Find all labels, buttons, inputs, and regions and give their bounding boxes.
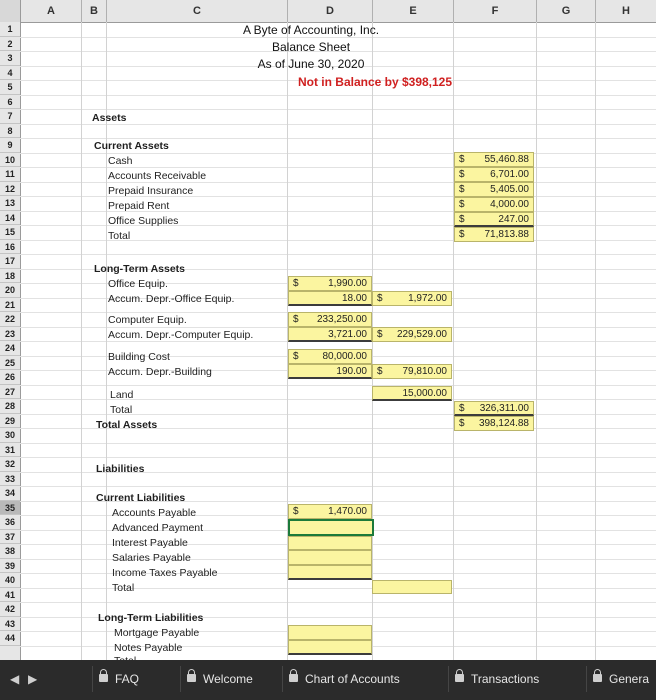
row-header-28[interactable]: 28 [0,399,20,414]
row-header-43[interactable]: 43 [0,617,20,632]
long-term-assets-heading: Long-Term Assets [94,263,186,275]
column-header-d[interactable]: D [288,0,373,22]
row-header-11[interactable]: 11 [0,167,20,182]
row-header-16[interactable]: 16 [0,240,20,255]
row-header-32[interactable]: 32 [0,457,20,472]
value-accounts-receivable: 6,701.00 [490,169,529,180]
value-accum-depr-building: 190.00 [336,366,367,377]
currency-symbol: $ [377,366,383,377]
currency-symbol: $ [293,314,299,325]
currency-symbol: $ [293,506,299,517]
currency-symbol: $ [459,403,465,414]
label-advanced-payment: Advanced Payment [112,522,204,534]
row-header-29[interactable]: 29 [0,414,20,429]
row-header-30[interactable]: 30 [0,428,20,443]
label-cash: Cash [108,155,133,167]
cell-salaries-payable-value[interactable] [288,550,372,565]
grid-line [20,254,656,255]
tab-label: Welcome [203,672,253,686]
cell-prepaid-insurance-value[interactable] [454,182,534,197]
value-accum-depr-office: 18.00 [341,293,367,304]
company-name: A Byte of Accounting, Inc. [242,23,380,37]
value-accum-depr-computer: 3,721.00 [328,329,367,340]
value-building-net: 79,810.00 [402,366,447,377]
cell-interest-payable-value[interactable] [288,536,372,550]
cell-accum-depr-office-value[interactable] [288,291,372,306]
row-header-5[interactable]: 5 [0,80,20,95]
grid-line [20,109,656,110]
currency-symbol: $ [459,229,465,240]
row-header-39[interactable]: 39 [0,559,20,574]
cell-current-assets-total[interactable] [454,227,534,242]
lock-icon [187,674,196,682]
value-office-equip: 1,990.00 [328,278,367,289]
tab-label: Genera [609,672,650,686]
value-computer-net: 229,529.00 [396,329,447,340]
column-header-f[interactable]: F [454,0,537,22]
grid-line [20,385,656,386]
tab-chart-of-accounts[interactable] [282,666,442,692]
scroll-left-icon[interactable]: ◀ [10,672,20,686]
label-notes-payable: Notes Payable [114,642,183,654]
row-header-3[interactable]: 3 [0,51,20,66]
value-office-supplies: 247.00 [498,214,529,225]
value-accounts-payable: 1,470.00 [328,506,367,517]
label-land: Land [110,389,134,401]
label-accum-depr-computer: Accum. Depr.-Computer Equip. [108,329,254,341]
cell-total-assets[interactable] [454,416,534,431]
value-long-term-total: 326,311.00 [479,403,529,414]
row-header-41[interactable]: 41 [0,588,20,603]
liabilities-heading: Liabilities [96,463,145,475]
select-all-corner[interactable] [0,0,21,22]
grid-line [20,95,656,96]
row-header-7[interactable]: 7 [0,109,20,124]
tab-label: Transactions [471,672,540,686]
cell-building-net-value[interactable] [372,364,452,379]
label-current-liabilities-total: Total [112,582,135,594]
row-header-15[interactable]: 15 [0,225,20,240]
row-header-36[interactable]: 36 [0,515,20,530]
label-office-equip: Office Equip. [108,278,168,290]
tab-general[interactable] [586,666,656,692]
report-date: As of June 30, 2020 [257,57,365,71]
cell-current-liabilities-total[interactable] [372,580,452,594]
column-header-bar [0,0,656,23]
value-prepaid-insurance: 5,405.00 [490,184,529,195]
label-salaries-payable: Salaries Payable [112,552,191,564]
row-header-31[interactable]: 31 [0,443,20,458]
row-header-23[interactable]: 23 [0,327,20,342]
value-land: 15,000.00 [402,388,447,399]
currency-symbol: $ [459,199,465,210]
current-assets-heading: Current Assets [94,140,169,152]
grid-line [20,457,656,458]
cell-prepaid-rent-value[interactable] [454,197,534,212]
value-building-cost: 80,000.00 [322,351,367,362]
value-computer-equip: 233,250.00 [316,314,367,325]
row-header-10[interactable]: 10 [0,153,20,168]
sheet-tab-bar [0,660,656,700]
currency-symbol: $ [293,351,299,362]
currency-symbol: $ [377,293,383,304]
value-prepaid-rent: 4,000.00 [490,199,529,210]
currency-symbol: $ [459,154,465,165]
row-header-2[interactable]: 2 [0,37,20,52]
currency-symbol: $ [293,278,299,289]
assets-heading: Assets [92,112,127,124]
lock-icon [455,674,464,682]
row-header-22[interactable]: 22 [0,312,20,327]
report-title: Balance Sheet [271,40,351,54]
cell-building-cost-value[interactable] [288,349,372,364]
cell-notes-payable-value[interactable] [288,640,372,655]
lock-icon [99,674,108,682]
row-header-24[interactable]: 24 [0,341,20,356]
row-header-35[interactable]: 35 [0,501,20,516]
cell-accum-depr-building-value[interactable] [288,364,372,379]
label-long-term-total: Total [110,404,133,416]
row-header-20[interactable]: 20 [0,283,20,298]
label-interest-payable: Interest Payable [112,537,188,549]
currency-symbol: $ [377,329,383,340]
currency-symbol: $ [459,184,465,195]
row-header-40[interactable]: 40 [0,573,20,588]
current-liabilities-heading: Current Liabilities [96,492,186,504]
row-header-12[interactable]: 12 [0,182,20,197]
cell-office-supplies-value[interactable] [454,212,534,227]
cell-office-net-value[interactable] [372,291,452,306]
value-office-net: 1,972.00 [408,293,447,304]
row-header-44[interactable]: 44 [0,631,20,646]
tab-label: Chart of Accounts [305,672,400,686]
value-total-assets: 398,124.88 [478,418,529,429]
cell-computer-equip-value[interactable] [288,312,372,327]
row-header-9[interactable]: 9 [0,138,20,153]
value-cash: 55,460.88 [484,154,529,165]
label-prepaid-rent: Prepaid Rent [108,200,170,212]
cell-cash-value[interactable] [454,152,534,167]
row-header-18[interactable]: 18 [0,269,20,284]
label-mortgage-payable: Mortgage Payable [114,627,200,639]
label-income-taxes-payable: Income Taxes Payable [112,567,218,579]
column-header-b[interactable]: B [82,0,107,22]
active-cell-advanced-payment[interactable] [288,519,374,536]
cell-office-equip-value[interactable] [288,276,372,291]
column-header-a[interactable]: A [21,0,82,22]
row-header-8[interactable]: 8 [0,124,20,139]
row-header-4[interactable]: 4 [0,66,20,81]
label-accounts-payable: Accounts Payable [112,507,197,519]
row-header-26[interactable]: 26 [0,370,20,385]
row-header-37[interactable]: 37 [0,530,20,545]
row-header-27[interactable]: 27 [0,385,20,400]
cell-income-taxes-payable-value[interactable] [288,565,372,580]
column-header-c[interactable]: C [107,0,288,22]
label-office-supplies: Office Supplies [108,215,179,227]
currency-symbol: $ [459,214,465,225]
tab-faq[interactable] [92,666,180,692]
row-header-17[interactable]: 17 [0,254,20,269]
label-computer-equip: Computer Equip. [108,314,187,326]
cell-accounts-payable-value[interactable] [288,504,372,519]
cell-mortgage-payable-value[interactable] [288,625,372,640]
lock-icon [289,674,298,682]
grid-line [20,486,656,487]
tab-transactions[interactable] [448,666,580,692]
long-term-liabilities-heading: Long-Term Liabilities [98,612,204,624]
cell-computer-net-value[interactable] [372,327,452,342]
row-header-42[interactable]: 42 [0,602,20,617]
label-prepaid-insurance: Prepaid Insurance [108,185,194,197]
row-header-13[interactable]: 13 [0,196,20,211]
row-header-38[interactable]: 38 [0,544,20,559]
row-header-33[interactable]: 33 [0,472,20,487]
column-header-e[interactable]: E [373,0,454,22]
label-building-cost: Building Cost [108,351,170,363]
currency-symbol: $ [459,418,465,429]
lock-icon [593,674,602,682]
value-current-assets-total: 71,813.88 [484,229,529,240]
grid-line [20,443,656,444]
column-header-h[interactable]: H [622,5,630,17]
row-header-25[interactable]: 25 [0,356,20,371]
label-accum-depr-building: Accum. Depr.-Building [108,366,212,378]
cell-land-value[interactable] [372,386,452,401]
cell-accum-depr-computer-value[interactable] [288,327,372,342]
tab-label: FAQ [115,672,140,686]
column-header-g[interactable]: G [537,0,596,22]
balance-status: Not in Balance by $398,125 [297,75,453,89]
row-header-14[interactable]: 14 [0,211,20,226]
row-header-34[interactable]: 34 [0,486,20,501]
grid-line [20,602,656,603]
label-current-assets-total: Total [108,230,131,242]
row-header-21[interactable]: 21 [0,298,20,313]
tab-welcome[interactable] [180,666,282,692]
label-accounts-receivable: Accounts Receivable [108,170,207,182]
cell-long-term-total[interactable] [454,401,534,416]
row-header-6[interactable]: 6 [0,95,20,110]
cell-accounts-receivable-value[interactable] [454,167,534,182]
row-header-1[interactable]: 1 [0,22,20,37]
scroll-right-icon[interactable]: ▶ [28,672,38,686]
label-total-assets: Total Assets [96,419,158,431]
currency-symbol: $ [459,169,465,180]
label-accum-depr-office: Accum. Depr.-Office Equip. [108,293,235,305]
